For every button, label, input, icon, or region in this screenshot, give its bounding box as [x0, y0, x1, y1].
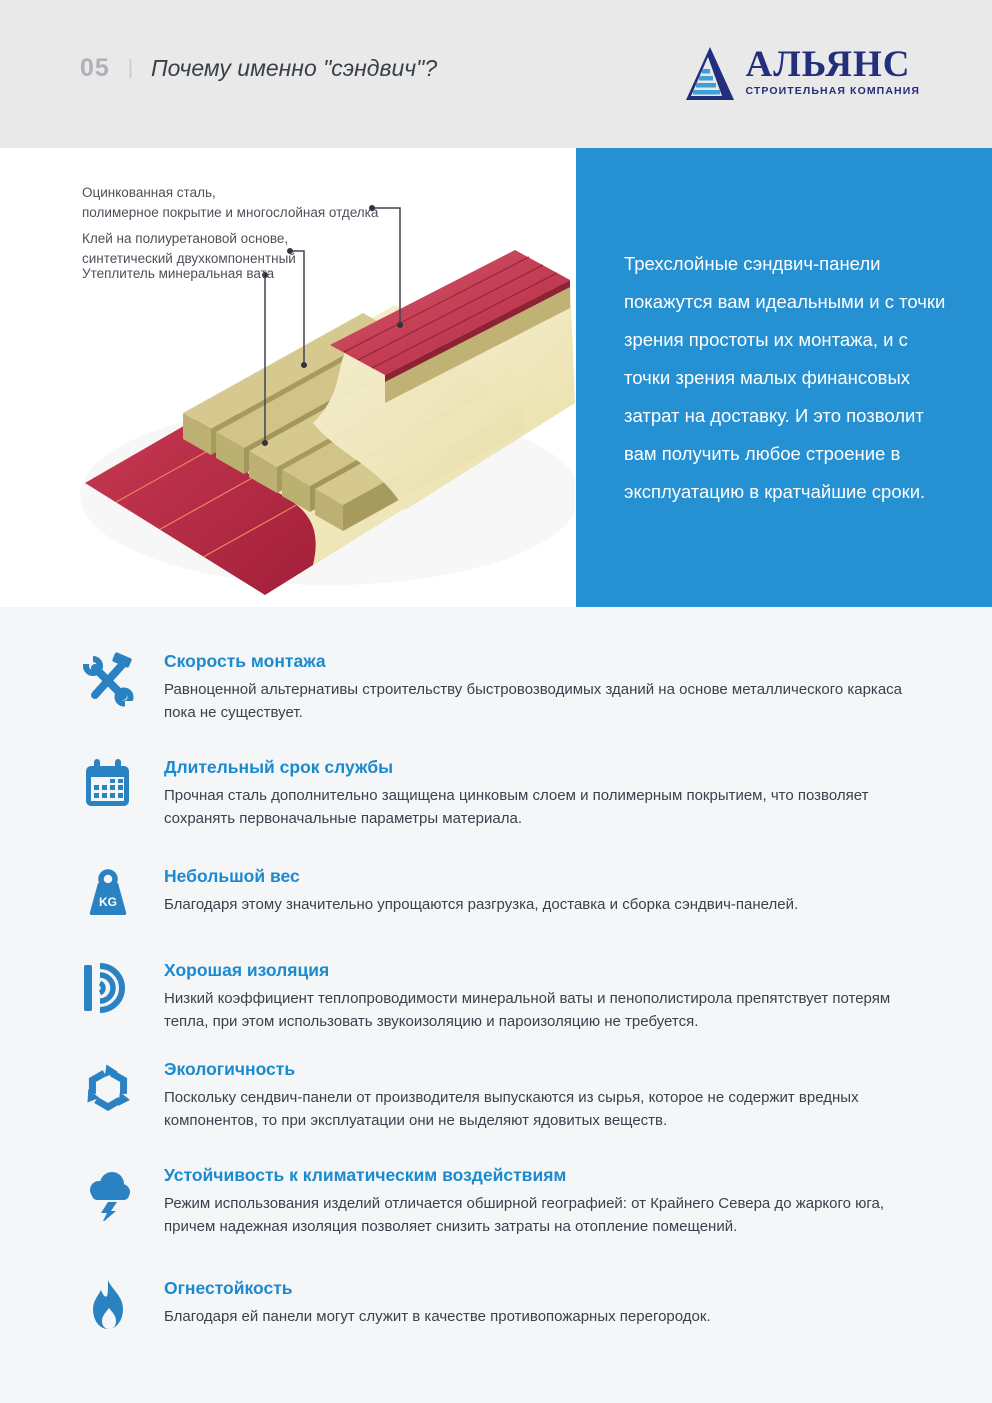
label-steel-line2: полимерное покрытие и многослойная отделка: [82, 205, 379, 221]
pyramid-logo-icon: [685, 46, 735, 107]
feature-text: Прочная сталь дополнительно защищена цинковым слоем и полимерным покрытием, что позволяет сохранять первоначальные параметры материала.: [164, 787, 869, 827]
header-title-group: [80, 54, 437, 83]
label-wool-line1: Утеплитель минеральная вата: [82, 266, 275, 281]
label-glue-line2: синтетический двухкомпонентный: [82, 251, 296, 267]
feature-title: Скорость монтажа: [164, 651, 326, 671]
label-steel-line1: Оцинкованная сталь,: [82, 185, 216, 200]
weight-icon: [80, 866, 136, 922]
calendar-icon: [80, 757, 136, 813]
feature-text: Режим использования изделий отличается обширной географией: от Крайнего Севера до жаркого юга, причем надежная изоляция позволяет снизить затраты на отопление помещений.: [164, 1195, 885, 1235]
feature-text: Поскольку сендвич-панели от производителя выпускаются из сырья, которое не содержит вредных компонентов, то при эксплуатации они не выделяют ядовитых веществ.: [164, 1089, 859, 1129]
label-wool: [82, 264, 274, 284]
label-glue-line1: Клей на полиуретановой основе,: [82, 231, 289, 246]
feature-title: Хорошая изоляция: [164, 960, 330, 980]
company-logo: [685, 46, 920, 107]
highlight-text: Трехслойные сэндвич-панели покажутся вам идеальными и с точки зрения простоты их монтажа, и с точки зрения малых финансовых затрат на доставку. И это позволит вам получить любое строение в эксплуатацию в кратчайшие сроки.: [624, 252, 946, 502]
features-section: [0, 607, 992, 1403]
label-steel: [82, 183, 378, 224]
recycle-icon: [80, 1059, 136, 1115]
feature-fire: [80, 1278, 917, 1334]
feature-lifetime: [80, 757, 917, 830]
feature-text: Низкий коэффициент теплопроводимости минеральной ваты и пенополистирола препятствует потерям тепла, при этом использовать звукоизоляцию и пароизоляцию не требуется.: [164, 990, 891, 1030]
page-number: 05: [80, 54, 110, 82]
svg-text:KG: KG: [99, 895, 117, 909]
sandwich-panel-diagram: [75, 165, 575, 600]
feature-text: Благодаря этому значительно упрощаются разгрузка, доставка и сборка сэндвич-панелей.: [164, 896, 799, 913]
insulation-icon: [80, 960, 136, 1016]
header-separator: |: [127, 57, 134, 79]
page-header: [0, 0, 992, 148]
flame-icon: [80, 1278, 136, 1334]
feature-title: Небольшой вес: [164, 866, 300, 886]
feature-weight: [80, 866, 917, 922]
feature-text: Благодаря ей панели могут служит в качестве противопожарных перегородок.: [164, 1308, 711, 1325]
feature-insulation: [80, 960, 917, 1033]
highlight-box: [576, 148, 992, 607]
logo-text: [745, 46, 920, 97]
tools-icon: [80, 651, 136, 707]
feature-title: Огнестойкость: [164, 1278, 293, 1298]
feature-text: Равноценной альтернативы строительству быстровозводимых зданий на основе металлического каркаса пока не существует.: [164, 681, 903, 721]
logo-name: АЛЬЯНС: [745, 44, 911, 85]
feature-title: Устойчивость к климатическим воздействиям: [164, 1165, 567, 1185]
page-title: Почему именно "сэндвич"?: [151, 55, 438, 81]
feature-speed: [80, 651, 917, 724]
feature-ecology: [80, 1059, 917, 1132]
logo-subtitle: СТРОИТЕЛЬНАЯ КОМПАНИЯ: [745, 85, 920, 97]
storm-icon: [80, 1165, 136, 1221]
feature-title: Экологичность: [164, 1059, 296, 1079]
feature-climate: [80, 1165, 917, 1238]
feature-title: Длительный срок службы: [164, 757, 394, 777]
